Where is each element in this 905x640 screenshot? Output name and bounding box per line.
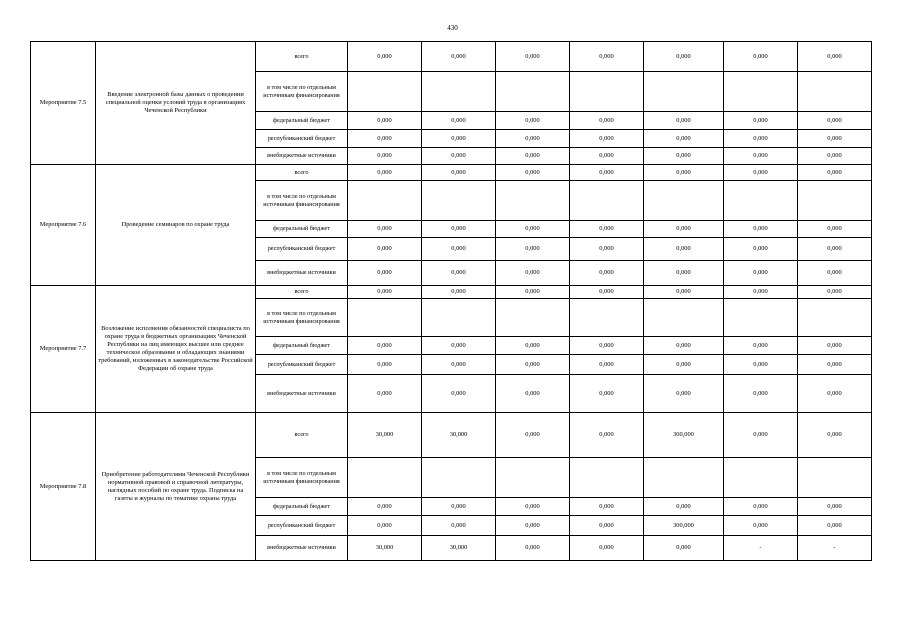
amount-cell: 0,000 (348, 238, 422, 261)
amount-cell: 0,000 (798, 148, 872, 165)
amount-cell: 0,000 (570, 413, 644, 458)
amount-cell: 0,000 (570, 165, 644, 181)
amount-cell (644, 72, 724, 112)
amount-cell: 0,000 (798, 516, 872, 536)
amount-cell: 0,000 (724, 165, 798, 181)
amount-cell: 0,000 (644, 261, 724, 286)
measure-name: Мероприятие 7.5 (31, 42, 96, 165)
funding-source: всего (256, 286, 348, 299)
amount-cell: 30,000 (422, 536, 496, 561)
amount-cell (348, 181, 422, 221)
amount-cell: 0,000 (644, 355, 724, 375)
amount-cell: 0,000 (496, 238, 570, 261)
amount-cell: 0,000 (496, 261, 570, 286)
amount-cell: 0,000 (644, 221, 724, 238)
amount-cell: 0,000 (496, 130, 570, 148)
amount-cell: 0,000 (724, 42, 798, 72)
amount-cell: 300,000 (644, 516, 724, 536)
amount-cell (798, 181, 872, 221)
funding-source: в том числе по отдельным источникам финансирования (256, 299, 348, 337)
amount-cell: 0,000 (570, 337, 644, 355)
amount-cell (798, 299, 872, 337)
amount-cell: 0,000 (422, 337, 496, 355)
amount-cell: 30,000 (422, 413, 496, 458)
amount-cell: 0,000 (422, 286, 496, 299)
amount-cell (570, 299, 644, 337)
amount-cell: 0,000 (644, 112, 724, 130)
amount-cell: 0,000 (644, 498, 724, 516)
amount-cell: 0,000 (570, 498, 644, 516)
funding-source: федеральный бюджет (256, 221, 348, 238)
amount-cell: 0,000 (724, 337, 798, 355)
amount-cell (422, 72, 496, 112)
amount-cell: 0,000 (644, 148, 724, 165)
amount-cell: 0,000 (798, 112, 872, 130)
page-number: 430 (447, 24, 458, 32)
measure-description: Введение электронной базы данных о проведении специальной оценки условий труда в организациях Чеченской Республики (96, 42, 256, 165)
amount-cell: 0,000 (644, 337, 724, 355)
amount-cell: 0,000 (348, 261, 422, 286)
amount-cell: 0,000 (570, 148, 644, 165)
amount-cell: 0,000 (644, 286, 724, 299)
amount-cell: 0,000 (496, 498, 570, 516)
amount-cell (724, 299, 798, 337)
funding-source: республиканский бюджет (256, 238, 348, 261)
amount-cell: 0,000 (496, 221, 570, 238)
amount-cell (570, 72, 644, 112)
amount-cell (570, 181, 644, 221)
amount-cell: 0,000 (348, 165, 422, 181)
amount-cell (724, 72, 798, 112)
amount-cell: 0,000 (422, 130, 496, 148)
amount-cell (422, 181, 496, 221)
amount-cell: 0,000 (496, 112, 570, 130)
amount-cell: 0,000 (496, 536, 570, 561)
amount-cell: 0,000 (348, 337, 422, 355)
amount-cell: 0,000 (644, 375, 724, 413)
amount-cell: 0,000 (798, 355, 872, 375)
amount-cell: 0,000 (798, 413, 872, 458)
amount-cell: 0,000 (724, 261, 798, 286)
funding-source: всего (256, 413, 348, 458)
amount-cell: 0,000 (496, 42, 570, 72)
amount-cell: 0,000 (570, 261, 644, 286)
amount-cell: 0,000 (348, 498, 422, 516)
amount-cell: 0,000 (724, 375, 798, 413)
amount-cell: 0,000 (724, 148, 798, 165)
amount-cell (644, 299, 724, 337)
amount-cell (496, 72, 570, 112)
amount-cell: 0,000 (570, 42, 644, 72)
amount-cell: 0,000 (348, 375, 422, 413)
amount-cell: 0,000 (348, 516, 422, 536)
amount-cell: 0,000 (570, 221, 644, 238)
amount-cell: 0,000 (422, 112, 496, 130)
amount-cell: 0,000 (422, 355, 496, 375)
amount-cell (496, 458, 570, 498)
table-row (31, 42, 872, 72)
amount-cell: 0,000 (348, 112, 422, 130)
amount-cell: 0,000 (348, 148, 422, 165)
amount-cell: 0,000 (798, 221, 872, 238)
amount-cell (570, 458, 644, 498)
amount-cell (644, 181, 724, 221)
amount-cell (348, 72, 422, 112)
amount-cell: 0,000 (496, 286, 570, 299)
table-row (31, 165, 872, 181)
amount-cell: 0,000 (724, 413, 798, 458)
measure-description: Возложение исполнения обязанностей специалиста по охране труда в бюджетных организациях Чеченской Республики на лиц имеющих высшее или среднее техническое образование и обладающих знаниями требований, изложенных в законодательстве Российской Федерации об охране труда (96, 286, 256, 413)
amount-cell: - (724, 536, 798, 561)
amount-cell: 0,000 (724, 238, 798, 261)
funding-source: республиканский бюджет (256, 355, 348, 375)
funding-source: в том числе по отдельным источникам финансирования (256, 458, 348, 498)
amount-cell: 0,000 (496, 355, 570, 375)
funding-source: внебюджетные источники (256, 148, 348, 165)
amount-cell: 0,000 (496, 337, 570, 355)
amount-cell: 0,000 (798, 261, 872, 286)
funding-source: в том числе по отдельным источникам финансирования (256, 181, 348, 221)
amount-cell: 0,000 (422, 42, 496, 72)
amount-cell: 0,000 (644, 536, 724, 561)
amount-cell: 0,000 (422, 148, 496, 165)
amount-cell: 0,000 (570, 238, 644, 261)
amount-cell: - (798, 536, 872, 561)
amount-cell: 0,000 (724, 498, 798, 516)
amount-cell (348, 458, 422, 498)
amount-cell: 0,000 (570, 286, 644, 299)
measure-name: Мероприятие 7.6 (31, 165, 96, 286)
amount-cell (724, 181, 798, 221)
amount-cell: 0,000 (798, 286, 872, 299)
amount-cell: 0,000 (724, 112, 798, 130)
amount-cell: 0,000 (422, 516, 496, 536)
amount-cell: 0,000 (570, 130, 644, 148)
amount-cell: 0,000 (724, 355, 798, 375)
amount-cell: 0,000 (570, 536, 644, 561)
amount-cell (348, 299, 422, 337)
amount-cell (644, 458, 724, 498)
amount-cell: 0,000 (798, 130, 872, 148)
funding-source: федеральный бюджет (256, 498, 348, 516)
amount-cell: 0,000 (422, 498, 496, 516)
amount-cell: 0,000 (348, 286, 422, 299)
funding-source: внебюджетные источники (256, 536, 348, 561)
funding-source: республиканский бюджет (256, 516, 348, 536)
amount-cell (496, 299, 570, 337)
amount-cell: 0,000 (422, 375, 496, 413)
funding-source: республиканский бюджет (256, 130, 348, 148)
amount-cell: 30,000 (348, 536, 422, 561)
table-row (31, 286, 872, 299)
amount-cell: 0,000 (570, 355, 644, 375)
funding-source: в том числе по отдельным источникам финансирования (256, 72, 348, 112)
amount-cell: 0,000 (348, 130, 422, 148)
amount-cell: 0,000 (644, 165, 724, 181)
measure-description: Приобретение работодателями Чеченской Республики нормативной правовой и справочной литературы, наглядных пособий по охране труда. Подписка на газеты и журналы по тематике охраны труда (96, 413, 256, 561)
amount-cell: 0,000 (724, 221, 798, 238)
amount-cell: 0,000 (422, 238, 496, 261)
amount-cell: 0,000 (570, 112, 644, 130)
amount-cell: 0,000 (798, 337, 872, 355)
amount-cell: 30,000 (348, 413, 422, 458)
amount-cell: 0,000 (348, 42, 422, 72)
amount-cell: 0,000 (798, 498, 872, 516)
amount-cell: 0,000 (348, 221, 422, 238)
amount-cell: 0,000 (798, 238, 872, 261)
amount-cell: 0,000 (422, 221, 496, 238)
amount-cell (798, 458, 872, 498)
amount-cell: 0,000 (724, 286, 798, 299)
amount-cell: 300,000 (644, 413, 724, 458)
table-row (31, 413, 872, 458)
amount-cell: 0,000 (798, 165, 872, 181)
funding-source: федеральный бюджет (256, 337, 348, 355)
amount-cell: 0,000 (570, 516, 644, 536)
amount-cell (724, 458, 798, 498)
measure-description: Проведение семинаров по охране труда (96, 165, 256, 286)
funding-source: федеральный бюджет (256, 112, 348, 130)
amount-cell (798, 72, 872, 112)
amount-cell (422, 458, 496, 498)
amount-cell: 0,000 (422, 261, 496, 286)
measure-name: Мероприятие 7.7 (31, 286, 96, 413)
amount-cell: 0,000 (348, 355, 422, 375)
amount-cell: 0,000 (644, 130, 724, 148)
amount-cell (496, 181, 570, 221)
amount-cell (422, 299, 496, 337)
amount-cell: 0,000 (570, 375, 644, 413)
amount-cell: 0,000 (644, 42, 724, 72)
amount-cell: 0,000 (496, 148, 570, 165)
amount-cell: 0,000 (496, 516, 570, 536)
measure-name: Мероприятие 7.8 (31, 413, 96, 561)
amount-cell: 0,000 (496, 375, 570, 413)
amount-cell: 0,000 (798, 42, 872, 72)
amount-cell: 0,000 (724, 130, 798, 148)
amount-cell: 0,000 (496, 413, 570, 458)
funding-source: всего (256, 42, 348, 72)
amount-cell: 0,000 (496, 165, 570, 181)
amount-cell: 0,000 (798, 375, 872, 413)
amount-cell: 0,000 (644, 238, 724, 261)
funding-source: внебюджетные источники (256, 261, 348, 286)
funding-source: внебюджетные источники (256, 375, 348, 413)
amount-cell: 0,000 (422, 165, 496, 181)
amount-cell: 0,000 (724, 516, 798, 536)
budget-table (30, 41, 872, 561)
funding-source: всего (256, 165, 348, 181)
